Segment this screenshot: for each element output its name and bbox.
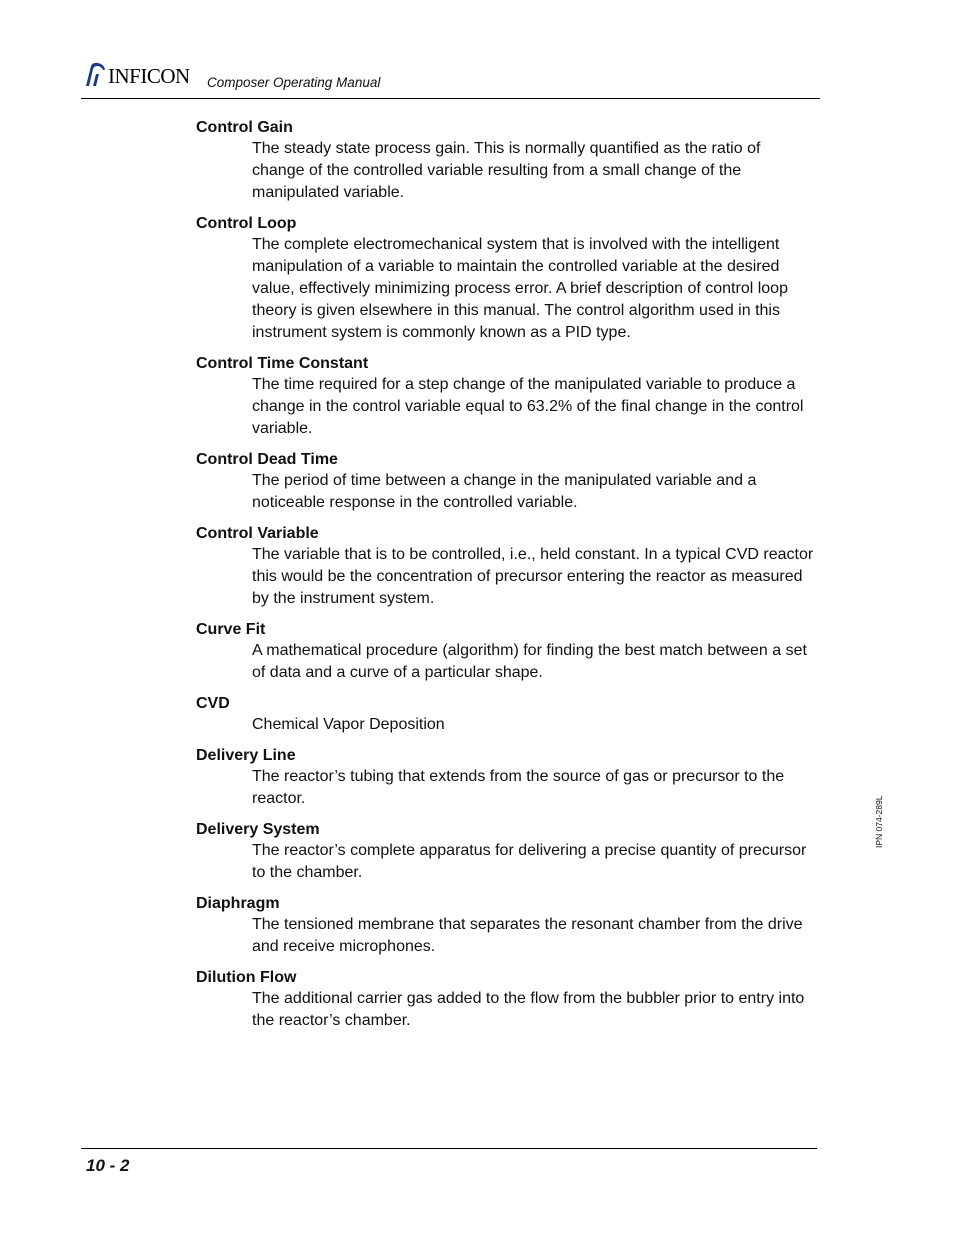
inficon-logo-icon — [84, 62, 106, 86]
inficon-logo — [84, 60, 190, 86]
glossary-term: Dilution Flow — [196, 969, 297, 986]
document-code: IPN 074-289L — [874, 795, 884, 848]
glossary-term: Curve Fit — [196, 621, 266, 638]
glossary-definition: A mathematical procedure (algorithm) for finding the best match between a set of data and a curve of a particular shape. — [252, 642, 807, 681]
glossary-definition: The steady state process gain. This is normally quantified as the ratio of change of the controlled variable resulting from a small change of the manipulated variable. — [252, 140, 761, 201]
glossary-definition: The reactor’s tubing that extends from the source of gas or precursor to the reactor. — [252, 768, 785, 807]
glossary-entry — [196, 894, 816, 958]
glossary-entry — [196, 694, 816, 736]
glossary-definition: The variable that is to be controlled, i.e., held constant. In a typical CVD reactor this would be the concentration of precursor entering the reactor as measured by the instrument system. — [252, 546, 814, 607]
glossary-definition: Chemical Vapor Deposition — [252, 716, 445, 733]
glossary-list — [196, 118, 816, 1042]
glossary-term: Control Variable — [196, 525, 319, 542]
glossary-entry — [196, 118, 816, 204]
glossary-term: Control Gain — [196, 119, 293, 136]
glossary-term: Delivery System — [196, 821, 320, 838]
glossary-entry — [196, 524, 816, 610]
header-rule — [81, 98, 820, 99]
glossary-term: Control Dead Time — [196, 451, 338, 468]
glossary-definition: The tensioned membrane that separates the resonant chamber from the drive and receive microphones. — [252, 916, 803, 955]
glossary-entry — [196, 968, 816, 1032]
glossary-definition: The time required for a step change of the manipulated variable to produce a change in the control variable equal to 63.2% of the final change in the control variable. — [252, 376, 804, 437]
glossary-entry — [196, 450, 816, 514]
document-title: Composer Operating Manual — [207, 75, 381, 90]
glossary-entry — [196, 214, 816, 344]
glossary-term: Control Time Constant — [196, 355, 369, 372]
brand-name: INFICON — [108, 64, 190, 88]
glossary-definition: The reactor’s complete apparatus for delivering a precise quantity of precursor to the chamber. — [252, 842, 807, 881]
glossary-term: Control Loop — [196, 215, 297, 232]
glossary-entry — [196, 820, 816, 884]
glossary-entry — [196, 620, 816, 684]
glossary-entry — [196, 746, 816, 810]
glossary-definition: The complete electromechanical system that is involved with the intelligent manipulation of a variable to maintain the controlled variable at the desired value, effectively minimizing process error. A brief description of control loop theory is given elsewhere in this manual. The control algorithm used in this instrument system is commonly known as a PID type. — [252, 236, 788, 341]
footer-rule — [81, 1148, 817, 1149]
glossary-definition: The period of time between a change in the manipulated variable and a noticeable response in the controlled variable. — [252, 472, 757, 511]
glossary-term: Delivery Line — [196, 747, 296, 764]
page-number: 10 - 2 — [86, 1156, 130, 1175]
glossary-definition: The additional carrier gas added to the flow from the bubbler prior to entry into the reactor’s chamber. — [252, 990, 805, 1029]
glossary-entry — [196, 354, 816, 440]
glossary-term: CVD — [196, 695, 230, 712]
glossary-term: Diaphragm — [196, 895, 280, 912]
